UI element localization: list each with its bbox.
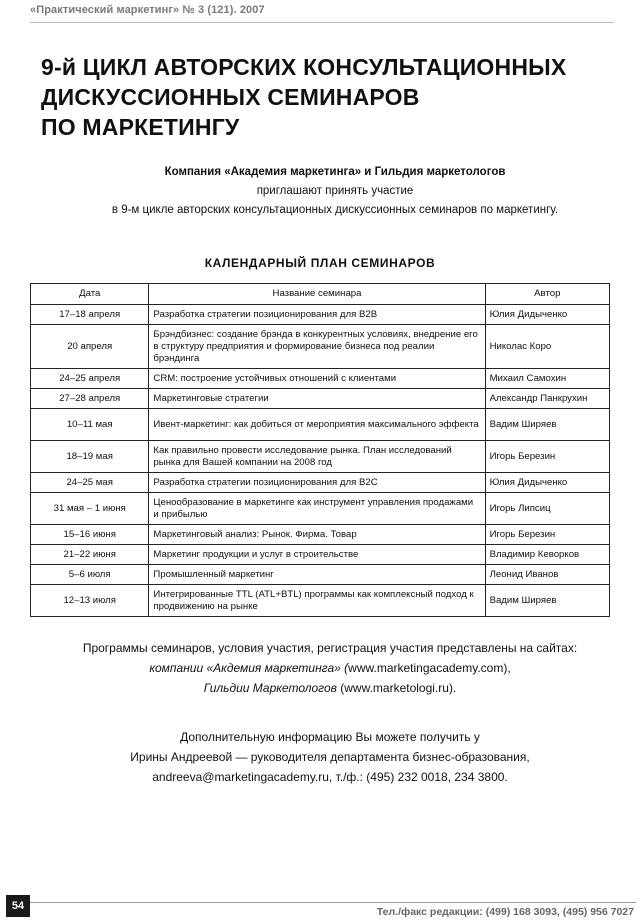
cell-date: 18–19 мая xyxy=(31,441,149,473)
cell-author: Леонид Иванов xyxy=(485,565,609,585)
table-row xyxy=(31,585,610,617)
programs-line-2 xyxy=(40,658,620,678)
cell-seminar-name: Маркетинговые стратегии xyxy=(149,389,485,409)
cell-author: Вадим Ширяев xyxy=(485,585,609,617)
title-line-2: ДИСКУССИОННЫХ СЕМИНАРОВ xyxy=(41,84,420,110)
running-header: «Практический маркетинг» № 3 (121). 2007 xyxy=(30,4,265,16)
cell-author: Игорь Липсиц xyxy=(485,493,609,525)
table-row xyxy=(31,545,610,565)
cell-date: 20 апреля xyxy=(31,325,149,369)
header-divider xyxy=(30,22,614,23)
table-row xyxy=(31,493,610,525)
cell-seminar-name: Ценообразование в маркетинге как инструмент управления продажами и прибылью xyxy=(149,493,485,525)
table-row xyxy=(31,305,610,325)
cell-seminar-name: Промышленный маркетинг xyxy=(149,565,485,585)
programs-line-1: Программы семинаров, условия участия, регистрация участия представлены на сайтах: xyxy=(82,641,578,655)
cell-seminar-name: Маркетинговый анализ: Рынок. Фирма. Товар xyxy=(149,525,485,545)
table-row xyxy=(31,565,610,585)
table-row xyxy=(31,525,610,545)
academy-url[interactable]: www.marketingacademy.com), xyxy=(348,661,511,675)
invitation-line-1: Компания «Академия маркетинга» и Гильдия маркетологов xyxy=(164,166,506,178)
table-row xyxy=(31,325,610,369)
cell-date: 12–13 июля xyxy=(31,585,149,617)
cell-author: Михаил Самохин xyxy=(485,369,609,389)
contact-info xyxy=(40,727,620,787)
footer-divider xyxy=(30,902,636,903)
cell-seminar-name: Интегрированные TTL (ATL+BTL) программы как комплексный подход к продвижению на рынке xyxy=(149,585,485,617)
cell-date: 5–6 июля xyxy=(31,565,149,585)
cell-date: 31 мая – 1 июня xyxy=(31,493,149,525)
cell-date: 24–25 апреля xyxy=(31,369,149,389)
invitation-line-3: в 9-м цикле авторских консультационных дискуссионных семинаров по маркетингу. xyxy=(111,204,559,216)
cell-author: Игорь Березин xyxy=(485,525,609,545)
table-row xyxy=(31,441,610,473)
guild-url[interactable]: (www.marketologi.ru). xyxy=(336,681,457,695)
page-number: 54 xyxy=(6,895,30,917)
cell-date: 15–16 июня xyxy=(31,525,149,545)
academy-name: компании «Акдемия маркетинга» ( xyxy=(149,661,349,675)
title-line-1: 9-й ЦИКЛ АВТОРСКИХ КОНСУЛЬТАЦИОННЫХ xyxy=(41,54,567,80)
table-row xyxy=(31,473,610,493)
guild-name: Гильдии Маркетологов xyxy=(203,681,337,695)
cell-author: Вадим Ширяев xyxy=(485,409,609,441)
cell-date: 24–25 мая xyxy=(31,473,149,493)
cell-author: Владимир Кеворков xyxy=(485,545,609,565)
column-header-name: Название семинара xyxy=(149,284,485,305)
table-row xyxy=(31,409,610,441)
page-title xyxy=(41,52,611,142)
cell-seminar-name: Разработка стратегии позиционирования для B2B xyxy=(149,305,485,325)
cell-date: 21–22 июня xyxy=(31,545,149,565)
cell-seminar-name: Маркетинг продукции и услуг в строительстве xyxy=(149,545,485,565)
cell-seminar-name: Ивент-маркетинг: как добиться от мероприятия максимального эффекта xyxy=(149,409,485,441)
cell-seminar-name: Разработка стратегии позиционирования для B2C xyxy=(149,473,485,493)
cell-author: Игорь Березин xyxy=(485,441,609,473)
table-row xyxy=(31,369,610,389)
cell-date: 10–11 мая xyxy=(31,409,149,441)
footer-phone: Тел./факс редакции: (499) 168 3093, (495) 956 7027 xyxy=(376,906,634,918)
cell-author: Николас Коро xyxy=(485,325,609,369)
table-header-row xyxy=(31,284,610,305)
cell-author: Александр Панкрухин xyxy=(485,389,609,409)
calendar-title: КАЛЕНДАРНЫЙ ПЛАН СЕМИНАРОВ xyxy=(204,256,436,270)
seminar-schedule-table xyxy=(30,283,610,617)
column-header-author: Автор xyxy=(485,284,609,305)
programs-info xyxy=(40,638,620,698)
invitation-text xyxy=(40,163,630,220)
table-row xyxy=(31,389,610,409)
cell-author: Юлия Дидыченко xyxy=(485,305,609,325)
cell-seminar-name: Брэндбизнес: создание брэнда в конкурентных условиях, внедрение его в структуру предприятия и формирование бизнеса под реалии брэндинга xyxy=(149,325,485,369)
programs-line-3 xyxy=(40,678,620,698)
cell-author: Юлия Дидыченко xyxy=(485,473,609,493)
contact-line-1: Дополнительную информацию Вы можете получить у xyxy=(180,730,480,744)
cell-seminar-name: Как правильно провести исследование рынка. План исследований рынка для Вашей компании на 2008 год xyxy=(149,441,485,473)
cell-date: 17–18 апреля xyxy=(31,305,149,325)
column-header-date: Дата xyxy=(31,284,149,305)
cell-seminar-name: CRM: построение устойчивых отношений с клиентами xyxy=(149,369,485,389)
cell-date: 27–28 апреля xyxy=(31,389,149,409)
contact-line-3: andreeva@marketingacademy.ru, т./ф.: (495) 232 0018, 234 3800. xyxy=(152,770,508,784)
contact-line-2: Ирины Андреевой — руководителя департамента бизнес-образования, xyxy=(130,750,530,764)
invitation-line-2: приглашают принять участие xyxy=(256,185,414,197)
title-line-3: ПО МАРКЕТИНГУ xyxy=(41,114,240,140)
